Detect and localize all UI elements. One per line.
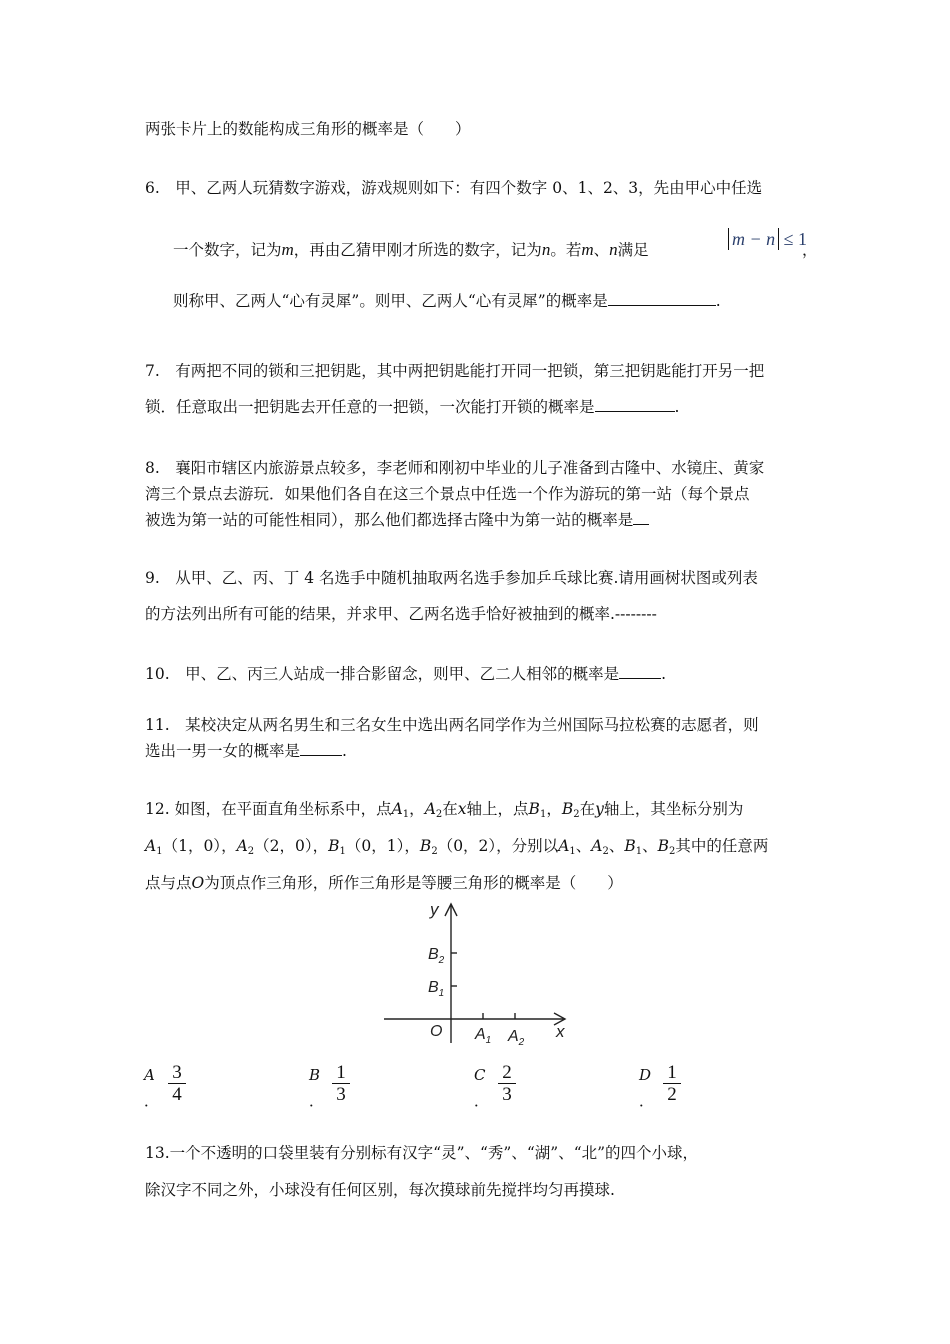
option-b-dot: ． [309, 1092, 325, 1110]
question-5-tail: 两张卡片上的数能构成三角形的概率是（ ） [145, 120, 471, 138]
question-8-line-1: 8. 襄阳市辖区内旅游景点较多，李老师和刚初中毕业的儿子准备到古隆中、水镜庄、黄家 [145, 459, 765, 477]
abs-inequality: m − n ≤ 1 [728, 228, 807, 250]
question-11-line-1: 11. 某校决定从两名男生和三名女生中选出两名同学作为兰州国际马拉松赛的志愿者，则 [145, 716, 759, 734]
option-d-dot: ． [639, 1092, 655, 1110]
question-6-line-2: 一个数字，记为m，再由乙猜甲刚才所选的数字，记为n。若m、n满足 [173, 240, 649, 259]
b1-label: $B_1$ [428, 979, 445, 999]
question-13-line-2: 除汉字不同之外，小球没有任何区别，每次摸球前先搅拌均匀再摸球. [145, 1181, 615, 1199]
option-b-letter: B [309, 1066, 321, 1084]
option-c-dot: ． [474, 1092, 490, 1110]
question-12-line-3: 点与点O为顶点作三角形，所作三角形是等腰三角形的概率是（ ） [145, 874, 623, 892]
b2-label: $B_2$ [428, 946, 445, 966]
option-a-dot: ． [144, 1092, 160, 1110]
y-label: y [430, 900, 439, 919]
question-8-line-2: 湾三个景点去游玩．如果他们各自在这三个景点中任选一个作为游玩的第一站（每个景点 [145, 485, 750, 503]
question-11-line-2: 选出一男一女的概率是 . [145, 742, 347, 760]
question-7-line-2: 锁．任意取出一把钥匙去开任意的一把锁，一次能打开锁的概率是 . [145, 398, 680, 416]
a2-label: $A_2$ [508, 1028, 525, 1045]
option-c-letter: C [474, 1066, 486, 1084]
question-13-line-1: 13.一个不透明的口袋里装有分别标有汉字“灵”、“秀”、“湖”、“北”的四个小球， [145, 1144, 699, 1162]
coordinate-diagram [378, 895, 578, 1045]
question-6-line-1: 6. 甲、乙两人玩猜数字游戏，游戏规则如下：有四个数字 0、1、2、3，先由甲心中任选 [145, 179, 763, 197]
question-9-line-2: 的方法列出所有可能的结果，并求甲、乙两名选手恰好被抽到的概率.-------- [145, 605, 657, 623]
option-a-letter: A [144, 1066, 155, 1084]
option-d-fraction: $\frac{1}{2}$ [663, 1063, 681, 1106]
a1-label: $A_1$ [475, 1026, 492, 1045]
x-label: x [556, 1022, 565, 1041]
question-9-line-1: 9. 从甲、乙、丙、丁 4 名选手中随机抽取两名选手参加乒乓球比赛.请用画树状图或列表 [145, 569, 758, 587]
o-label: O [430, 1023, 443, 1040]
option-b-fraction: $\frac{1}{3}$ [332, 1063, 350, 1106]
option-a-fraction: $\frac{3}{4}$ [168, 1063, 186, 1106]
question-12-line-2: $A_1(1$，0），$A_2(2$，0），$B_1(0$，1），$B_2(0$，2），分别以$A_1$、$A_2$、$B_1$、$B_2$其中的任意两 [145, 837, 769, 857]
question-12-line-1: 12. 如图，在平面直角坐标系中，点$A_1$，$A_2$在x轴上，点$B_1$，$B_2$在y轴上，其坐标分别为 [145, 800, 744, 820]
question-10-line-1: 10. 甲、乙、丙三人站成一排合影留念，则甲、乙二人相邻的概率是 . [145, 665, 667, 683]
comma: ， [802, 241, 818, 259]
option-c-fraction: $\frac{2}{3}$ [498, 1063, 516, 1106]
question-6-line-3: 则称甲、乙两人“心有灵犀”。则甲、乙两人“心有灵犀”的概率是 . [173, 292, 721, 310]
question-7-line-1: 7. 有两把不同的锁和三把钥匙，其中两把钥匙能打开同一把锁，第三把钥匙能打开另一把 [145, 362, 765, 380]
option-d-letter: D [639, 1066, 652, 1084]
question-8-line-3: 被选为第一站的可能性相同），那么他们都选择古隆中为第一站的概率是 [145, 510, 649, 530]
